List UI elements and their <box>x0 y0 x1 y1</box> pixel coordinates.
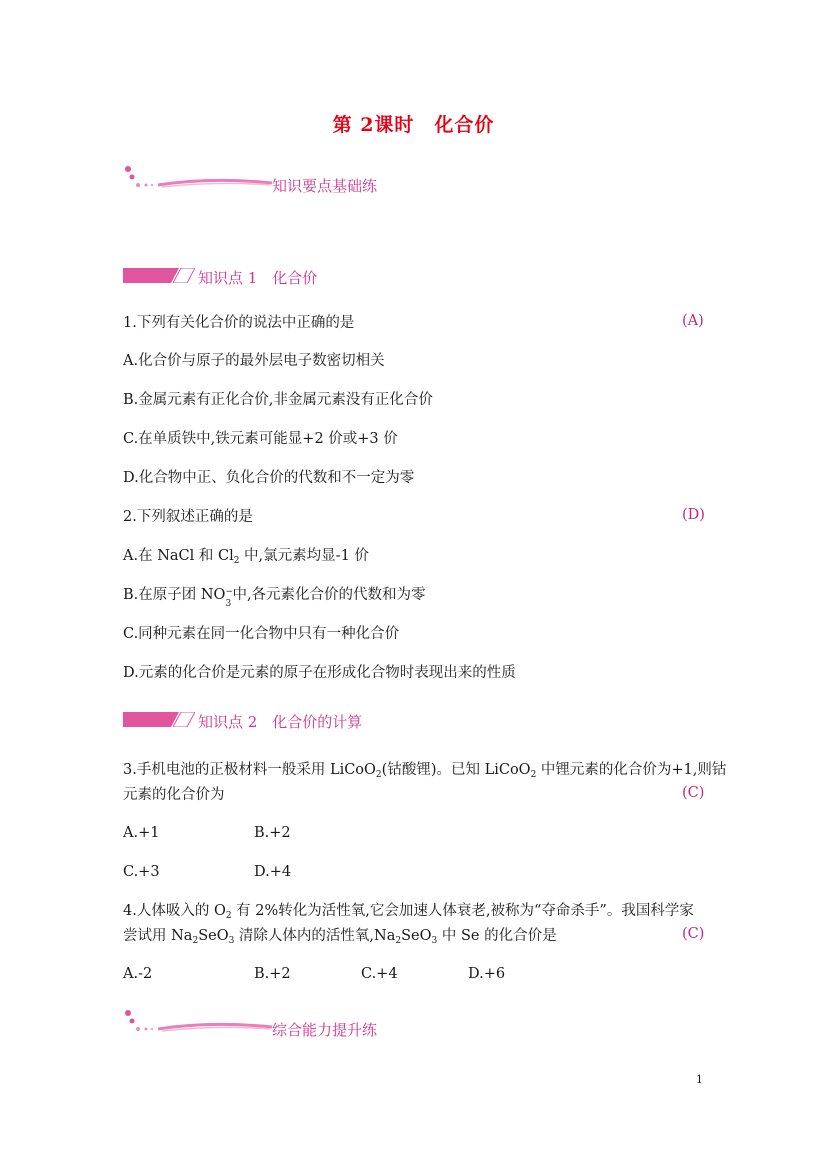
knowledge-point-bar-icon <box>123 712 195 727</box>
answer-mark: (A) <box>682 313 704 329</box>
option-b: B.在原子团 NO − 3 中,各元素化合价的代数和为零 <box>123 587 426 609</box>
option-c: C.+3 <box>123 864 160 880</box>
option-b: B.+2 <box>254 966 291 982</box>
answer-mark: (C) <box>682 785 705 801</box>
question-stem-line-1: 4.人体吸入的 $O_2$ 有 2%转化为活性氧,它会加速人体衰老,被称为“夺命杀手”。我国科学家 <box>123 903 694 921</box>
option-a: A.-2 <box>123 966 153 982</box>
option-c: C.在单质铁中,铁元素可能显+2 价或+3 价 <box>123 431 398 447</box>
section-decoration-icon <box>122 1009 272 1037</box>
option-d: D.化合物中正、负化合价的代数和不一定为零 <box>123 470 415 486</box>
option-c: C.+4 <box>361 966 398 982</box>
page-number: 1 <box>696 1073 703 1086</box>
option-d: D.+4 <box>254 864 292 880</box>
option-d: D.元素的化合价是元素的原子在形成化合物时表现出来的性质 <box>123 665 516 681</box>
option-d: D.+6 <box>468 966 506 982</box>
question-stem-line-2: 尝试用 $Na_2SeO_3$ 清除人体内的活性氧$,Na_2SeO_3$ 中 Se 的化合价是 <box>123 928 557 946</box>
knowledge-point-heading: 知识点 2 化合价的计算 <box>198 713 363 731</box>
answer-mark: (C) <box>682 926 705 942</box>
knowledge-point-heading: 知识点 1 化合价 <box>198 269 318 287</box>
option-a: A.在 NaCl 和 $Cl_2$ 中,氯元素均显-1 价 <box>123 548 369 566</box>
option-b: B.金属元素有正化合价,非金属元素没有正化合价 <box>123 392 433 408</box>
option-a: A.化合价与原子的最外层电子数密切相关 <box>123 353 385 369</box>
section-heading: 综合能力提升练 <box>272 1021 378 1039</box>
option-a: A.+1 <box>123 825 160 841</box>
section-decoration-icon <box>122 165 272 193</box>
question-stem-line-2: 元素的化合价为 <box>123 787 225 803</box>
question-stem: 2.下列叙述正确的是 <box>123 509 253 525</box>
section-heading: 知识要点基础练 <box>272 177 378 195</box>
page-title: 第 2课时 化合价 <box>332 114 495 136</box>
question-stem: 1.下列有关化合价的说法中正确的是 <box>123 315 355 331</box>
option-c: C.同种元素在同一化合物中只有一种化合价 <box>123 626 400 642</box>
knowledge-point-bar-icon <box>123 268 195 283</box>
option-b: B.+2 <box>254 825 291 841</box>
question-stem-line-1: 3.手机电池的正极材料一般采用 LiCoO$_2$(钴酸锂)。已知 LiCoO$_2$ 中锂元素的化合价为+1,则钴 <box>123 762 727 780</box>
answer-mark: (D) <box>682 507 705 523</box>
